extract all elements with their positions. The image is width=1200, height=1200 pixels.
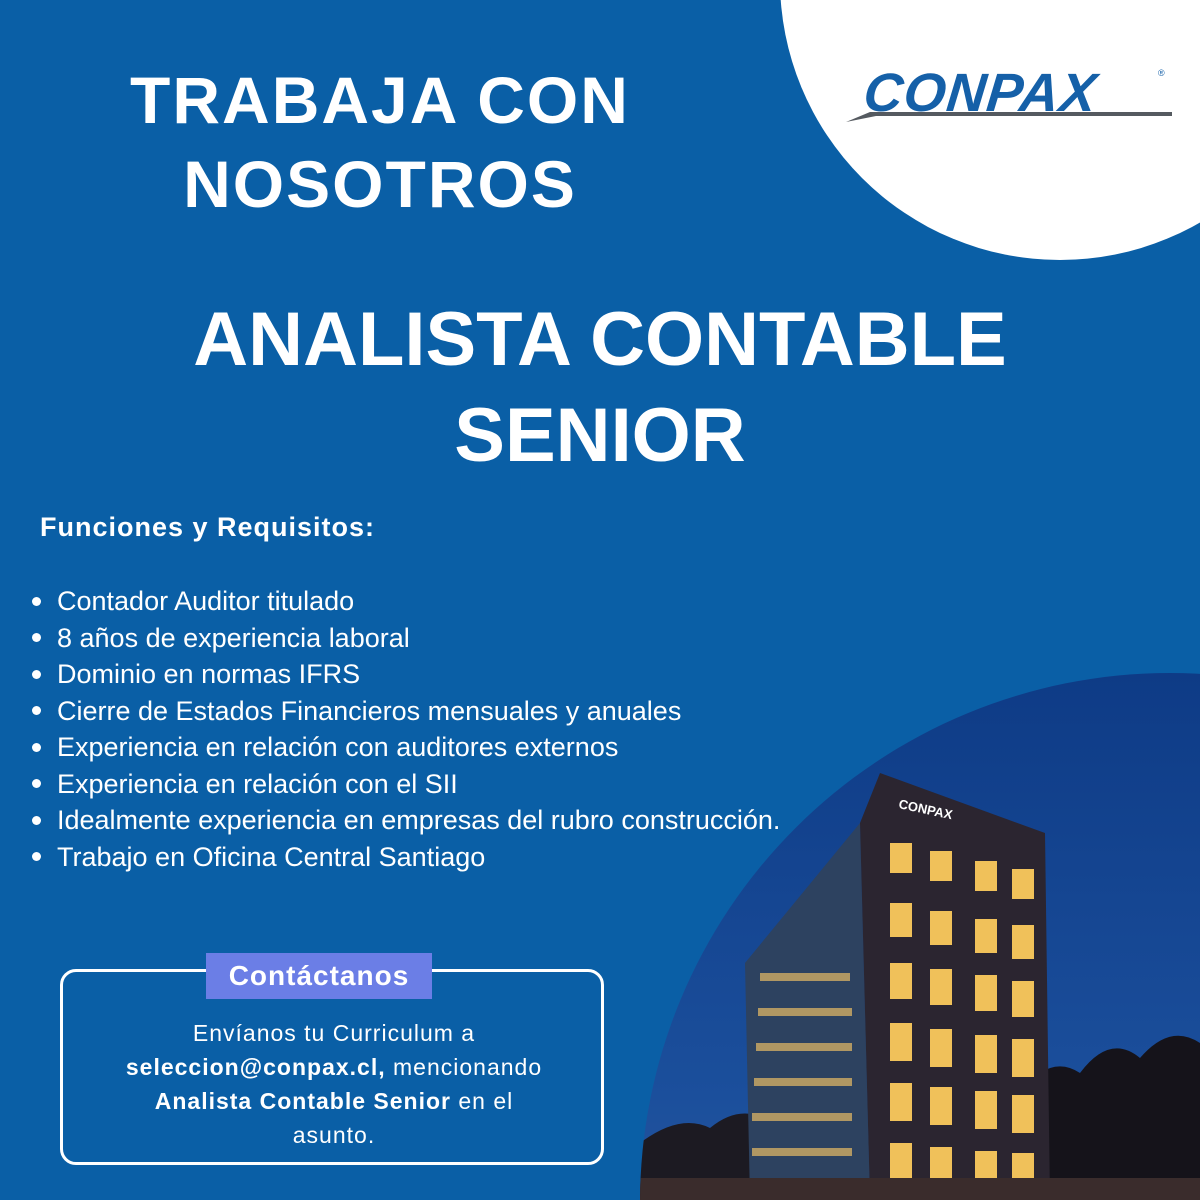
contact-line-2 (80, 1050, 588, 1084)
requirements-heading: Funciones y Requisitos: (40, 512, 376, 542)
registered-mark: ® (1158, 68, 1165, 78)
building-photo (640, 673, 1200, 1200)
bullet-icon (32, 670, 41, 679)
headline-line-2: NOSOTROS (183, 147, 577, 221)
bullet-icon (32, 597, 41, 606)
conpax-logo (846, 62, 1176, 126)
bullet-icon (32, 816, 41, 825)
requirement-text: Idealmente experiencia en empresas del rubro construcción. (57, 805, 781, 835)
logo-background-circle (780, 0, 1200, 260)
job-title-line-1: ANALISTA CONTABLE (193, 297, 1007, 382)
contact-line-2-rest: mencionando (385, 1054, 543, 1080)
contact-tag: Contáctanos (206, 953, 432, 999)
bullet-icon (32, 706, 41, 715)
building-sign: CONPAX (897, 796, 954, 823)
contact-position: Analista Contable Senior (154, 1088, 451, 1114)
requirement-text: Contador Auditor titulado (57, 586, 355, 616)
bullet-icon (32, 633, 41, 642)
bullet-icon (32, 852, 41, 861)
requirement-text: Cierre de Estados Financieros mensuales y anuales (57, 695, 682, 726)
headline-line-1: TRABAJA CON (130, 63, 630, 137)
logo-wordmark: CONPAX (860, 63, 1101, 123)
requirement-item (28, 583, 780, 620)
building-illustration (640, 673, 1200, 1200)
bullet-icon (32, 743, 41, 752)
requirement-text: Experiencia en relación con auditores externos (57, 732, 619, 762)
job-title (150, 292, 1050, 484)
requirement-item (28, 620, 780, 657)
job-title-line-2: SENIOR (454, 393, 746, 478)
contact-line-1: Envíanos tu Curriculum a (192, 1020, 476, 1046)
requirement-text: 8 años de experiencia laboral (57, 622, 410, 653)
requirement-text: Experiencia en relación con el SII (57, 768, 458, 799)
contact-email[interactable]: seleccion@conpax.cl, (125, 1054, 386, 1080)
logo-swoosh-icon (846, 106, 1176, 124)
requirement-text: Dominio en normas IFRS (57, 659, 361, 689)
bullet-icon (32, 779, 41, 788)
contact-line-3-rest: en el (450, 1088, 514, 1114)
contact-line-3 (80, 1084, 588, 1118)
contact-line-4: asunto. (292, 1122, 376, 1148)
requirement-text: Trabajo en Oficina Central Santiago (57, 841, 486, 872)
contact-text (80, 1016, 588, 1152)
page-headline (120, 58, 640, 226)
